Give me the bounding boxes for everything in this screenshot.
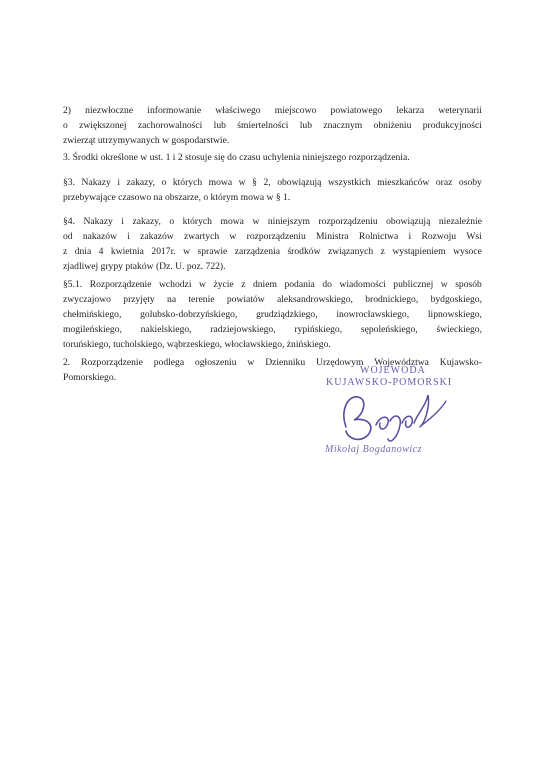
official-stamp <box>318 365 498 475</box>
text-line: zjadliwej grypy ptaków (Dz. U. poz. 722). <box>63 261 226 272</box>
text-line: 3. Środki określone w ust. 1 i 2 stosuje się do czasu uchylenia niniejszego rozporządzenia. <box>63 152 410 163</box>
text-line: 2) niezwłoczne informowanie właściwego miejscowo powiatowego lekarza weterynarii <box>63 105 482 116</box>
text-line: przebywające czasowo na obszarze, o którym mowa w § 1. <box>63 192 291 203</box>
text-line: zwierząt utrzymywanych w gospodarstwie. <box>63 135 230 146</box>
text-line: chełmińskiego, golubsko-dobrzyńskiego, grudziądzkiego, inowrocławskiego, lipnowskiego, <box>63 309 482 320</box>
text-line: §3. Nakazy i zakazy, o których mowa w § 2, obowiązują wszystkich mieszkańców oraz osoby <box>63 177 482 188</box>
text-line: mogileńskiego, nakielskiego, radziejowskiego, rypińskiego, sępoleńskiego, świeckiego, <box>63 324 482 335</box>
paragraph-point-3 <box>63 150 482 165</box>
stamp-region: KUJAWSKO-POMORSKI <box>326 377 453 388</box>
text-line: od nakazów i zakazów zwartych w rozporządzeniu Ministra Rolnictwa i Rozwoju Wsi <box>63 231 482 242</box>
text-line: §5.1. Rozporządzenie wchodzi w życie z dniem podania do wiadomości publicznej w sposób <box>63 279 482 290</box>
signatory-name: Mikołaj Bogdanowicz <box>325 444 422 455</box>
text-line: Pomorskiego. <box>63 372 117 383</box>
paragraph-section-4 <box>63 214 482 274</box>
text-line: toruńskiego, tucholskiego, wąbrzeskiego, włocławskiego, żnińskiego. <box>63 339 331 350</box>
text-line: o zwiększonej zachorowalności lub śmiertelności lub znacznym obniżeniu produkcyjności <box>63 120 482 131</box>
text-line: zwyczajowo przyjęty na terenie powiatów aleksandrowskiego, brodnickiego, bydgoskiego, <box>63 294 482 305</box>
paragraph-point-2 <box>63 103 482 148</box>
text-line: §4. Nakazy i zakazy, o których mowa w niniejszym rozporządzeniu obowiązują niezależnie <box>63 216 482 227</box>
stamp-title: WOJEWODA <box>360 365 426 376</box>
paragraph-section-3 <box>63 175 482 205</box>
text-line: 2. Rozporządzenie podlega ogłoszeniu w Dzienniku Urzędowym Województwa Kujawsko- <box>63 357 482 368</box>
paragraph-section-5-1 <box>63 277 482 352</box>
text-line: z dnia 4 kwietnia 2017r. w sprawie zarządzenia środków związanych z wystąpieniem wysoce <box>63 246 482 257</box>
